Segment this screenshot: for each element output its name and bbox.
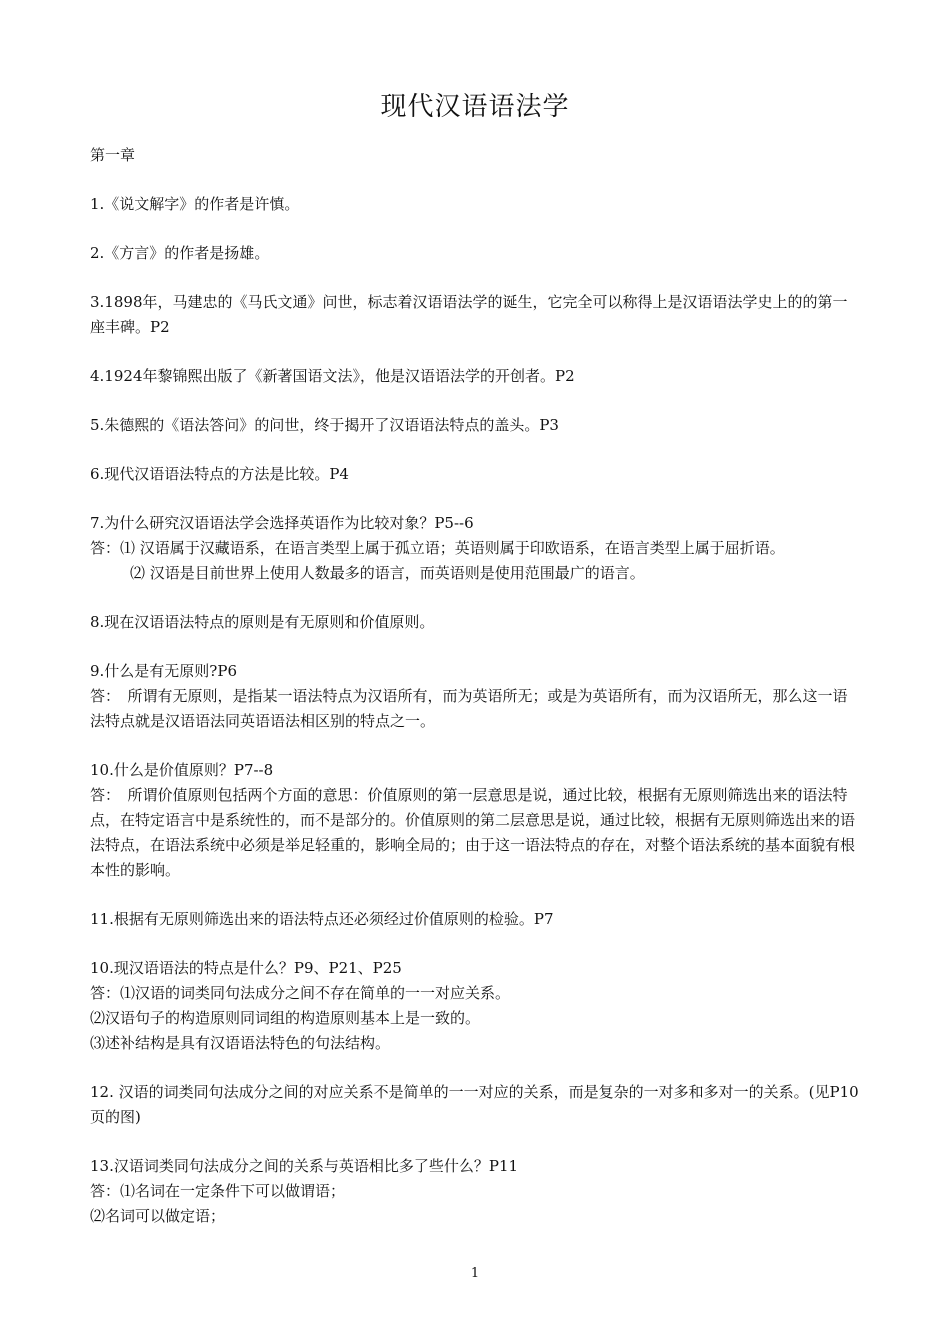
paragraph: 3.1898年，马建忠的《马氏文通》问世，标志着汉语语法学的诞生，它完全可以称得上是汉语语法学史上的的第一座丰碑。P2 [90, 293, 848, 336]
answer-item: ⑵名词可以做定语； [90, 1207, 226, 1225]
question: 10.什么是价值原则？P7--8 [90, 761, 274, 779]
question: 13.汉语词类同句法成分之间的关系与英语相比多了些什么？P11 [90, 1157, 519, 1175]
question: 7.为什么研究汉语语法学会选择英语作为比较对象？P5--6 [90, 514, 474, 532]
answer-item: ⑵汉语句子的构造原则同词组的构造原则基本上是一致的。 [90, 1009, 481, 1027]
answer: 答： 所谓价值原则包括两个方面的意思：价值原则的第一层意思是说，通过比较，根据有无原则筛选出来的语法特点，在特定语言中是系统性的，而不是部分的。价值原则的第二层意思是说，通过比较，根据有无原则筛选出来的语法特点，在语法系统中必须是举足轻重的，影响全局的；由于这一语法特点的存在，对整个语法系统的基本面貌有根本性的影响。 [90, 786, 856, 879]
question: 10.现汉语语法的特点是什么？P9、P21、P25 [90, 959, 402, 977]
chapter-heading: 第一章 [90, 146, 136, 164]
paragraph: 11.根据有无原则筛选出来的语法特点还必须经过价值原则的检验。P7 [90, 910, 554, 928]
paragraph: 6.现代汉语语法特点的方法是比较。P4 [90, 465, 349, 483]
question: 9.什么是有无原则?P6 [90, 662, 237, 680]
paragraph: 4.1924年黎锦熙出版了《新著国语文法》，他是汉语语法学的开创者。P2 [90, 367, 575, 385]
answer-item: ⑶述补结构是具有汉语语法特色的句法结构。 [90, 1034, 391, 1052]
paragraph: 2.《方言》的作者是扬雄。 [90, 244, 270, 262]
document-body [90, 143, 860, 1229]
answer: 答：⑴汉语的词类同句法成分之间不存在简单的一一对应关系。 [90, 984, 511, 1002]
paragraph: 5.朱德熙的《语法答问》的问世，终于揭开了汉语语法特点的盖头。P3 [90, 416, 559, 434]
paragraph: 12. 汉语的词类同句法成分之间的对应关系不是简单的一一对应的关系，而是复杂的一对多和多对一的关系。(见P10页的图) [90, 1083, 859, 1126]
paragraph: 8.现在汉语语法特点的原则是有无原则和价值原则。 [90, 613, 435, 631]
answer: 答： 所谓有无原则，是指某一语法特点为汉语所有，而为英语所无；或是为英语所有，而为汉语所无，那么这一语法特点就是汉语语法同英语语法相区别的特点之一。 [90, 687, 848, 730]
answer-continuation: ⑵ 汉语是目前世界上使用人数最多的语言，而英语则是使用范围最广的语言。 [130, 564, 645, 582]
paragraph: 1.《说文解字》的作者是许慎。 [90, 195, 300, 213]
answer: 答：⑴名词在一定条件下可以做谓语； [90, 1182, 346, 1200]
page-number: 1 [470, 1266, 480, 1281]
document-title: 现代汉语语法学 [380, 92, 570, 122]
answer: 答：⑴ 汉语属于汉藏语系，在语言类型上属于孤立语；英语则属于印欧语系，在语言类型上属于屈折语。 [90, 539, 785, 557]
